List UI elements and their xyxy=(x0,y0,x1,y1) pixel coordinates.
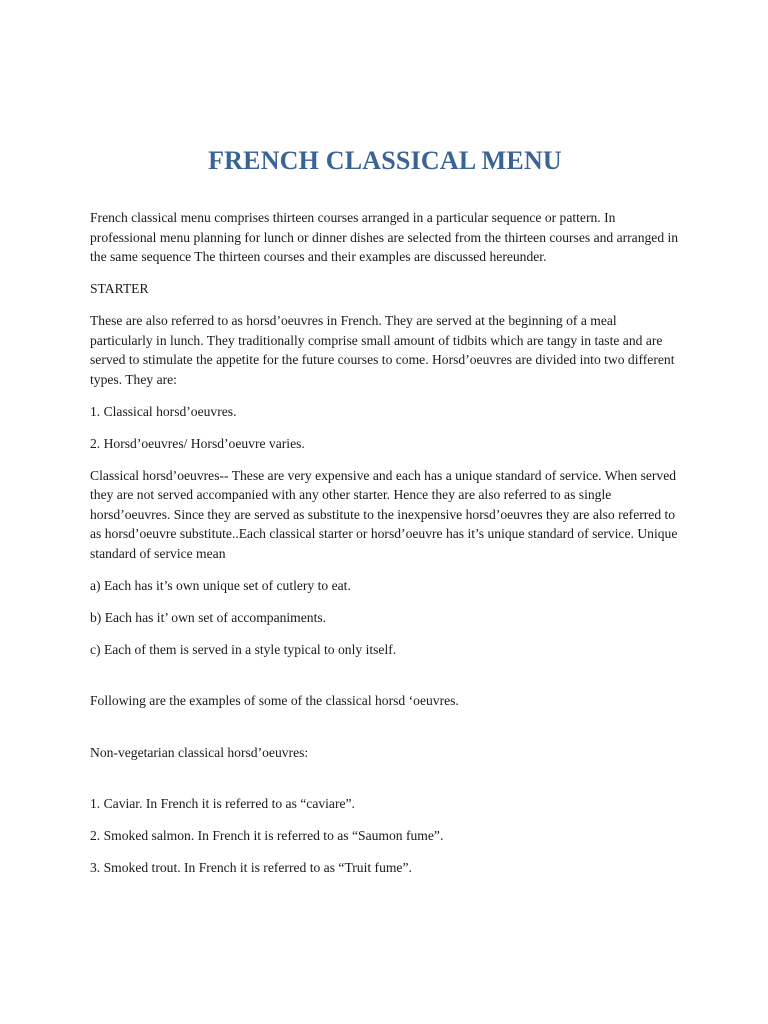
type-item: 2. Horsd’oeuvres/ Horsd’oeuvre varies. xyxy=(90,435,305,451)
example-item: 1. Caviar. In French it is referred to as “caviare”. xyxy=(90,796,355,811)
starter-description: These are also referred to as horsd’oeuvres in French. They are served at the beginning of a meal particularly in lunch. They traditionally comprise small amount of tidbits which are tangy in taste and are served to stimulate the appetite for the future courses to come. Horsd’oeuvres are divided into two different types. They are: xyxy=(90,313,675,387)
intro-paragraph: French classical menu comprises thirteen courses arranged in a particular sequence or pattern. In professional menu planning for lunch or dinner dishes are selected from the thirteen courses and arranged in the same sequence The thirteen courses and their examples are discussed hereunder. xyxy=(90,210,679,264)
examples-intro: Following are the examples of some of the classical horsd ‘oeuvres. xyxy=(90,693,459,708)
type-item: 1. Classical horsd’oeuvres. xyxy=(90,403,237,419)
document-body xyxy=(90,208,680,890)
example-item: 2. Smoked salmon. In French it is referred to as “Saumon fume”. xyxy=(90,828,444,843)
classical-description: Classical horsd’oeuvres-- These are very expensive and each has a unique standard of service. When served they are not served accompanied with any other starter. Hence they are also referred to as single horsd’oeuvres. Since they are served as substitute to the inexpensive horsd’oeuvres they are also referred to as horsd’oeuvre substitute..Each classical starter or horsd’oeuvre has it’s unique standard of service. Unique standard of service mean xyxy=(90,467,678,561)
example-item: 3. Smoked trout. In French it is referred to as “Truit fume”. xyxy=(90,860,412,875)
standard-item: c) Each of them is served in a style typical to only itself. xyxy=(90,641,397,657)
standard-item: a) Each has it’s own unique set of cutlery to eat. xyxy=(90,577,351,593)
page-title: FRENCH CLASSICAL MENU xyxy=(208,146,562,175)
standard-item: b) Each has it’ own set of accompaniments. xyxy=(90,609,327,625)
section-heading-starter: STARTER xyxy=(90,281,149,296)
nonveg-heading: Non-vegetarian classical horsd’oeuvres: xyxy=(90,744,309,760)
